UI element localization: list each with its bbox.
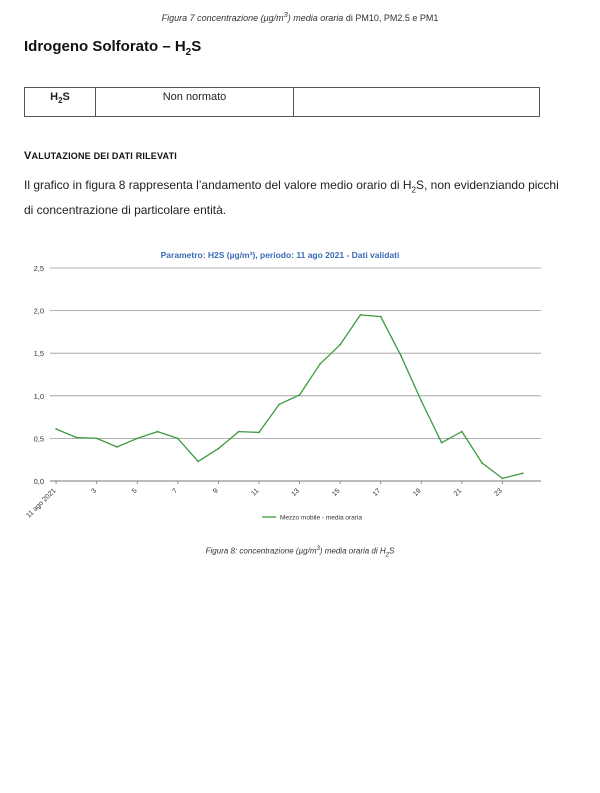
figure-7-caption: Figura 7 concentrazione $(\mu g/m^3)$ media oraria di PM10, PM2.5 e PM1	[161, 10, 439, 23]
x-tick-label: 21	[452, 487, 464, 498]
data-point	[339, 344, 341, 346]
data-point	[177, 438, 179, 440]
y-tick-label: 2,5	[33, 264, 44, 273]
series-line	[56, 315, 523, 479]
data-point	[218, 448, 220, 450]
x-tick-label: 15	[331, 487, 342, 498]
figure-8-caption: Figura 8: concentrazione $(\mu g/m^3)$ media oraria di $H_2S$	[205, 546, 395, 559]
legend-label: Mezzo mobile - media oraria	[280, 514, 363, 522]
data-point	[278, 403, 280, 405]
limits-table	[24, 87, 540, 117]
data-point	[75, 437, 77, 439]
x-tick-label: 19	[412, 487, 423, 498]
data-point	[55, 428, 57, 430]
status-cell: Non normato	[96, 88, 294, 117]
data-point	[319, 363, 321, 365]
body-paragraph: Il grafico in figura 8 rappresenta l’andamento del valore medio orario di $H_2S$, non evidenziando picchi di concentrazione di particolare entità.	[24, 178, 559, 218]
y-tick-label: 1,5	[33, 349, 44, 359]
data-point	[441, 442, 443, 444]
empty-cell	[294, 88, 540, 117]
data-point	[481, 462, 483, 464]
data-point	[96, 438, 98, 440]
x-tick-label: 11	[250, 487, 261, 498]
data-point	[420, 400, 422, 402]
table-row	[25, 88, 540, 117]
x-tick-label: 7	[171, 487, 180, 496]
data-point	[136, 438, 138, 440]
data-point	[258, 432, 260, 434]
data-point	[299, 394, 301, 396]
data-point	[522, 472, 524, 474]
data-point	[157, 431, 159, 433]
data-point	[238, 431, 240, 433]
h2s-line-chart	[0, 240, 600, 540]
data-point	[116, 446, 118, 448]
y-tick-label: 0,5	[33, 434, 44, 444]
y-tick-label: 1,0	[33, 391, 44, 401]
x-tick-label: 17	[371, 487, 383, 498]
data-point	[461, 431, 463, 433]
y-tick-label: 2,0	[33, 306, 44, 316]
y-tick-label: 0,0	[33, 477, 44, 486]
x-tick-label: 5	[130, 487, 139, 496]
data-point	[360, 314, 362, 316]
parameter-cell: $H_2S$	[25, 88, 96, 117]
data-point	[197, 461, 199, 463]
x-tick-label: 11 ago 2021	[25, 487, 58, 520]
x-tick-label: 9	[212, 487, 220, 496]
x-tick-label: 13	[290, 487, 301, 498]
subsection-title: VALUTAZIONE DEI DATI RILEVATI	[24, 150, 177, 162]
data-point	[400, 355, 402, 357]
data-point	[380, 316, 382, 318]
x-tick-label: 23	[493, 487, 504, 498]
section-title: Idrogeno Solforato – $H_2S$	[24, 38, 202, 58]
x-tick-label: 3	[90, 487, 99, 496]
chart-title: Parametro: H2S (µg/m³), periodo: 11 ago 2021 - Dati validati	[160, 250, 400, 260]
data-point	[502, 478, 504, 480]
